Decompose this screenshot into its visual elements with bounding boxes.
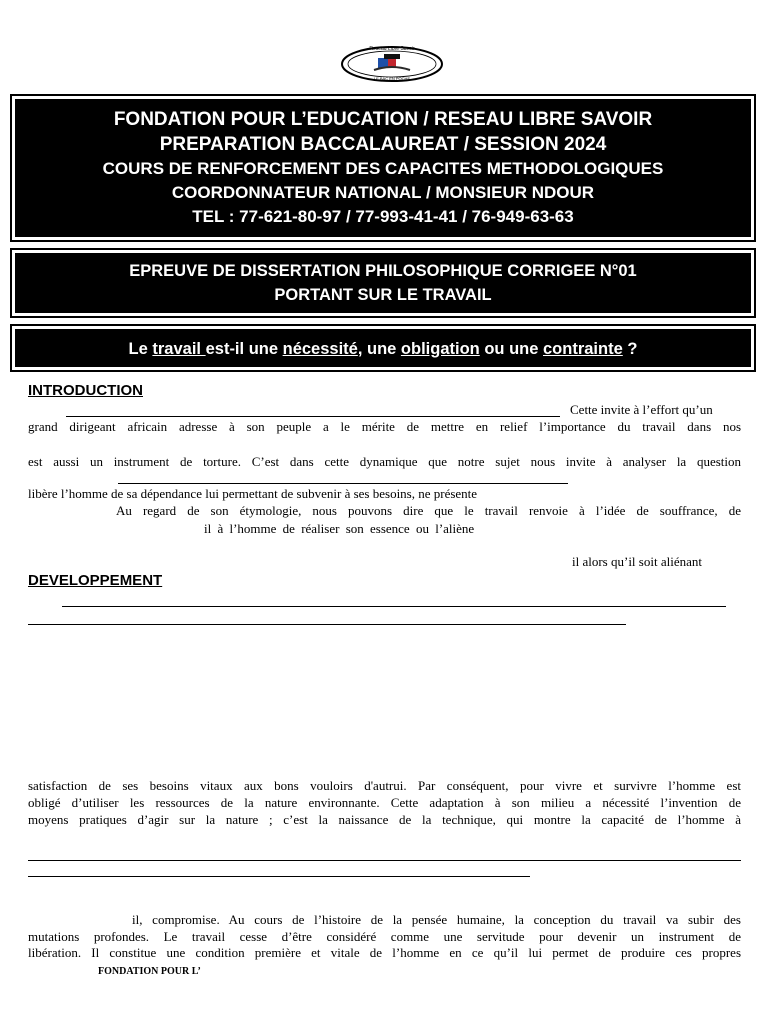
redacted-line bbox=[66, 416, 560, 417]
intro-line-7: il alors qu’il soit aliénant bbox=[572, 554, 702, 569]
question-keyword: contrainte bbox=[543, 340, 623, 358]
footer-text: FONDATION POUR L’ bbox=[98, 966, 201, 977]
dev-line-6: libération. Il constitue une condition première et vitale de l’homme en ce qu’il lui permet de produire ces propres bbox=[28, 945, 741, 960]
question-text bbox=[15, 329, 751, 367]
developpement-heading: DEVELOPPEMENT bbox=[28, 572, 163, 589]
dev-line-2: obligé d’utiliser les ressources de la nature environnante. Cette adaptation à son milieu a nécessité l’invention de bbox=[28, 795, 741, 810]
redacted-line bbox=[28, 624, 626, 625]
header-line-4: COORDONNATEUR NATIONAL / MONSIEUR NDOUR bbox=[171, 183, 595, 202]
header-line-1: FONDATION POUR L’EDUCATION / RESEAU LIBRE SAVOIR bbox=[113, 109, 653, 130]
intro-line-1: Cette invite à l’effort qu’un bbox=[570, 402, 713, 417]
intro-line-2: grand dirigeant africain adresse à son peuple a le mérite de mettre en relief l’importance du travail dans nos bbox=[28, 419, 741, 434]
exam-box bbox=[10, 248, 756, 318]
redacted-line bbox=[28, 860, 741, 861]
introduction-heading: INTRODUCTION bbox=[28, 382, 143, 399]
intro-line-4: libère l’homme de sa dépendance lui permettant de subvenir à ses besoins, ne présente bbox=[28, 486, 478, 501]
dev-line-1: satisfaction de ses besoins vitaux aux bons vouloirs d'autrui. Par conséquent, pour vivre et survivre l’homme est bbox=[28, 778, 741, 793]
question-part: ou une bbox=[479, 340, 543, 358]
question-part: est-il une bbox=[205, 340, 283, 358]
redacted-line bbox=[118, 483, 568, 484]
logo-bottom-text: LE BAC EN POCHE bbox=[373, 76, 411, 81]
dev-line-5: mutations profondes. Le travail cesse d’être considéré comme une servitude pour devenir un instrument de bbox=[28, 929, 741, 944]
question-part: Le bbox=[128, 340, 153, 358]
header-line-5: TEL : 77-621-80-97 / 77-993-41-41 / 76-949-63-63 bbox=[192, 207, 574, 226]
question-box bbox=[10, 324, 756, 372]
question-keyword: travail bbox=[152, 340, 206, 358]
header-line-3: COURS DE RENFORCEMENT DES CAPACITES METHODOLOGIQUES bbox=[102, 159, 664, 178]
logo-top-text: Reseau Libre Savoir bbox=[369, 46, 415, 52]
redacted-line bbox=[28, 876, 530, 877]
intro-line-3: est aussi un instrument de torture. C’est dans cette dynamique que notre sujet nous invite à analyser la question bbox=[28, 454, 741, 469]
intro-line-5: Au regard de son étymologie, nous pouvons dire que le travail renvoie à l’idée de souffrance, de bbox=[116, 503, 741, 518]
dev-line-3: moyens pratiques d’agir sur la nature ; c’est la naissance de la technique, qui montre la capacité de l’homme à bbox=[28, 812, 741, 827]
header-box bbox=[10, 94, 756, 242]
redacted-line bbox=[62, 606, 726, 607]
question-keyword: obligation bbox=[400, 340, 480, 358]
question-part: , une bbox=[357, 340, 401, 358]
exam-title-line-1: EPREUVE DE DISSERTATION PHILOSOPHIQUE CORRIGEE N°01 bbox=[129, 262, 637, 280]
question-keyword: nécessité bbox=[282, 340, 358, 358]
intro-line-6: il à l’homme de réaliser son essence ou l’aliène bbox=[204, 521, 475, 536]
header-line-2: PREPARATION BACCALAUREAT / SESSION 2024 bbox=[159, 134, 607, 155]
exam-title-line-2: PORTANT SUR LE TRAVAIL bbox=[274, 286, 492, 304]
dev-line-4: il, compromise. Au cours de l’histoire de la pensée humaine, la conception du travail va subir des bbox=[132, 912, 741, 927]
question-part: ? bbox=[622, 340, 638, 358]
